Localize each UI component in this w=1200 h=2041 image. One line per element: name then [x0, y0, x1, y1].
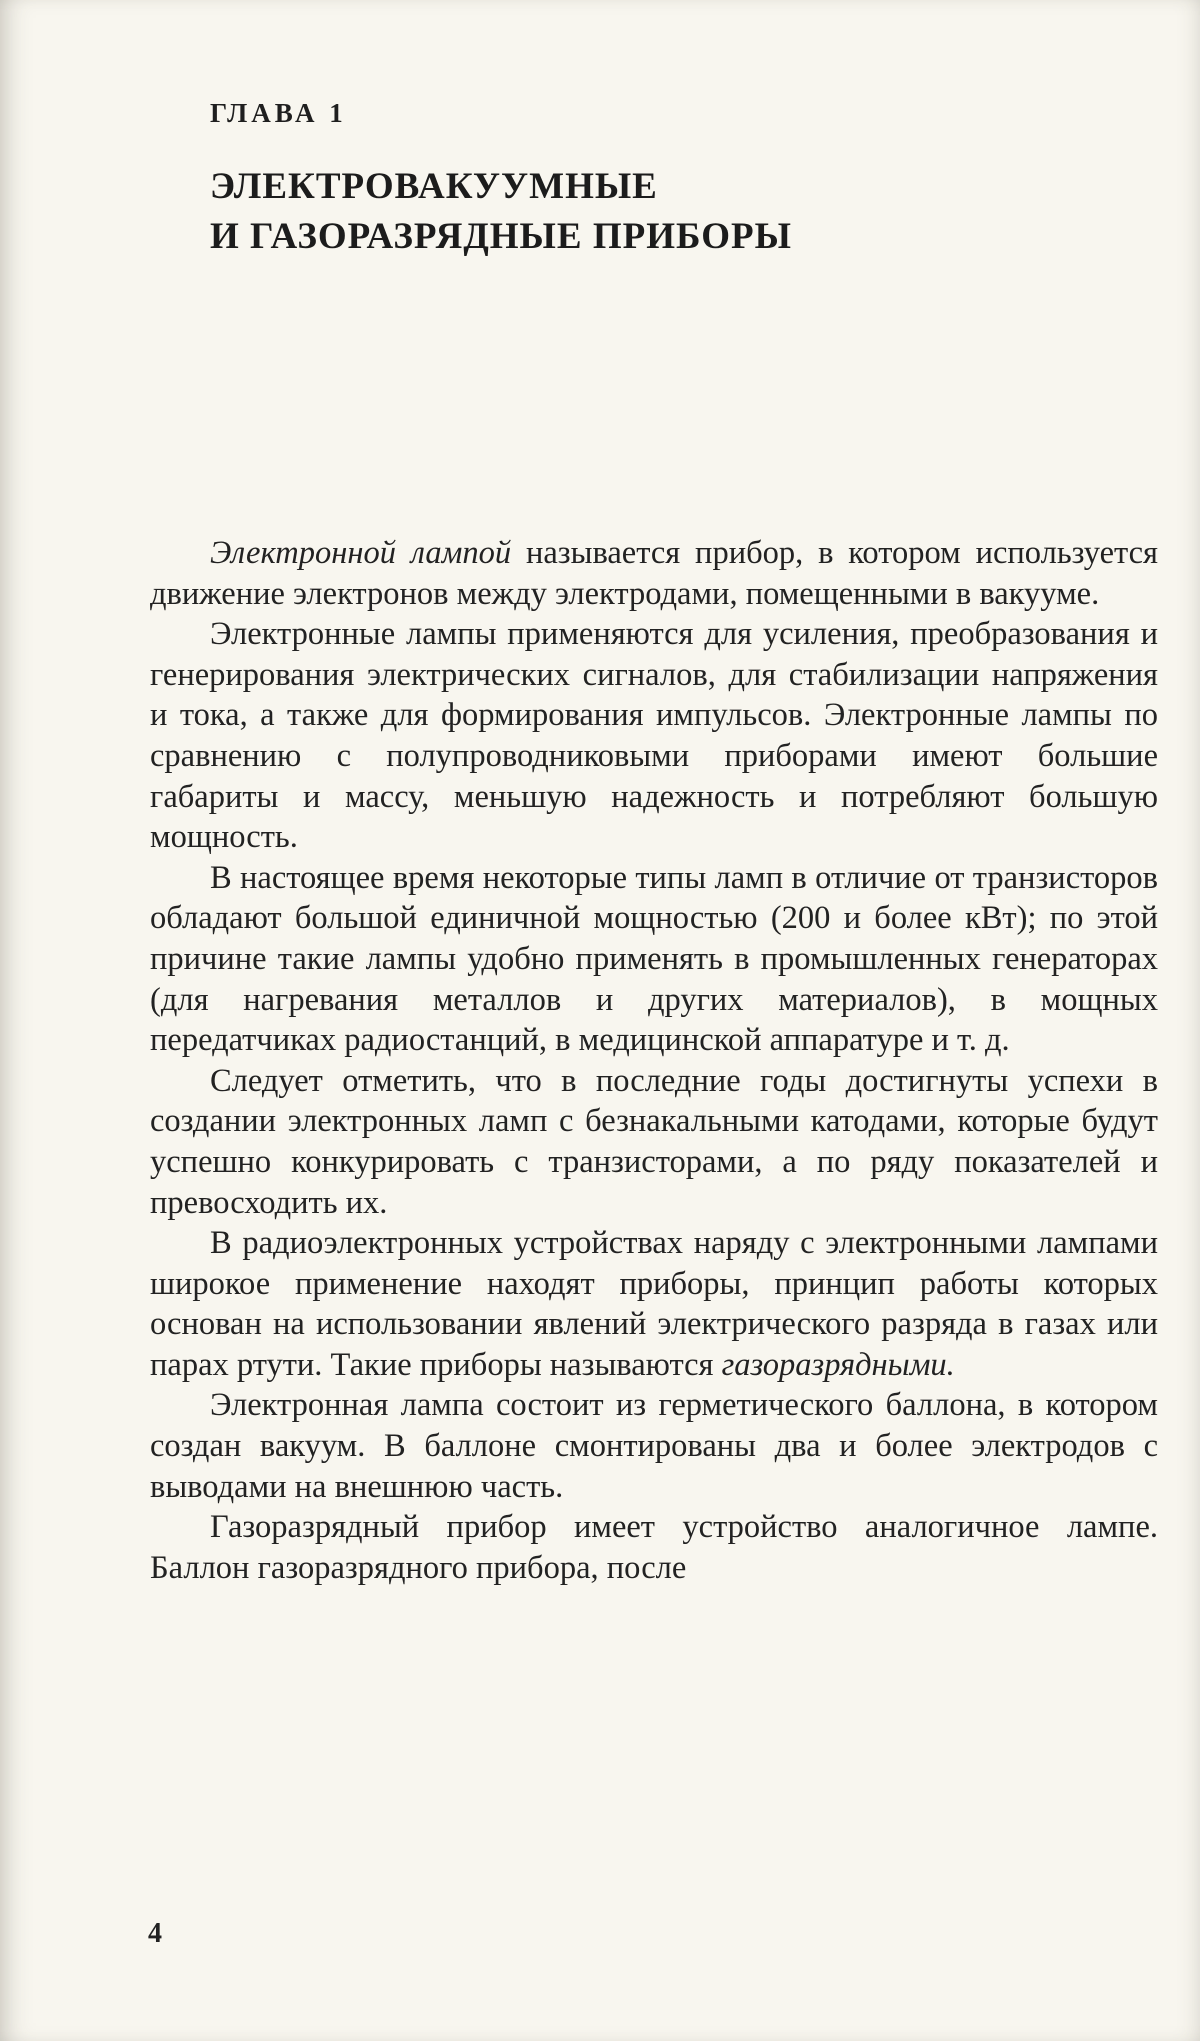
term-gas-discharge: газоразрядными.: [721, 1346, 955, 1383]
paragraph-4: Следует отметить, что в последние годы достигнуты успехи в создании электронных ламп с безнакальными катодами, которые будут успешно конкурировать с транзисторами, а по ряду показателей и превосходить их.: [150, 1062, 1158, 1221]
chapter-label: ГЛАВА 1: [210, 98, 347, 128]
term-electron-lamp: Электронной лампой: [210, 535, 512, 571]
chapter-title: [210, 162, 792, 262]
paragraph-7: Газоразрядный прибор имеет устройство аналогичное лампе. Баллон газоразрядного прибора, после: [150, 1509, 1158, 1586]
paragraph-3: В настоящее время некоторые типы ламп в отличие от транзисторов обладают большой единичной мощностью (200 и более кВт); по этой причине такие лампы удобно применять в промышленных генераторах (для нагревания металлов и других материалов), в мощных передатчиках радиостанций, в медицинской аппаратуре и т. д.: [150, 859, 1158, 1059]
chapter-title-line-2: И ГАЗОРАЗРЯДНЫЕ ПРИБОРЫ: [210, 216, 792, 257]
paragraph-1-text: называется прибор, в котором используется движение электронов между электродами, помещенными в вакууме.: [150, 535, 1159, 612]
paragraph-1: [150, 533, 1158, 614]
paragraph-6: Электронная лампа состоит из герметического баллона, в котором создан вакуум. В баллоне смонтированы два и более электродов с выводами на внешнюю часть.: [150, 1387, 1158, 1505]
paragraph-5-text: В радиоэлектронных устройствах наряду с электронными лампами широкое применение находят приборы, принцип работы которых основан на использовании явлений электрического разряда в газах или парах ртути. Такие приборы называются: [150, 1225, 1158, 1383]
paragraph-5: [150, 1223, 1158, 1385]
page-number: 4: [148, 1918, 162, 1949]
paragraph-2: Электронные лампы применяются для усиления, преобразования и генерирования электрических сигналов, для стабилизации напряжения и тока, а также для формирования импульсов. Электронные лампы по сравнению с полупроводниковыми приборами имеют большие габариты и массу, меньшую надежность и потребляют большую мощность.: [150, 616, 1158, 856]
chapter-title-line-1: ЭЛЕКТРОВАКУУМНЫЕ: [210, 166, 658, 207]
body-text: [150, 533, 1158, 1588]
